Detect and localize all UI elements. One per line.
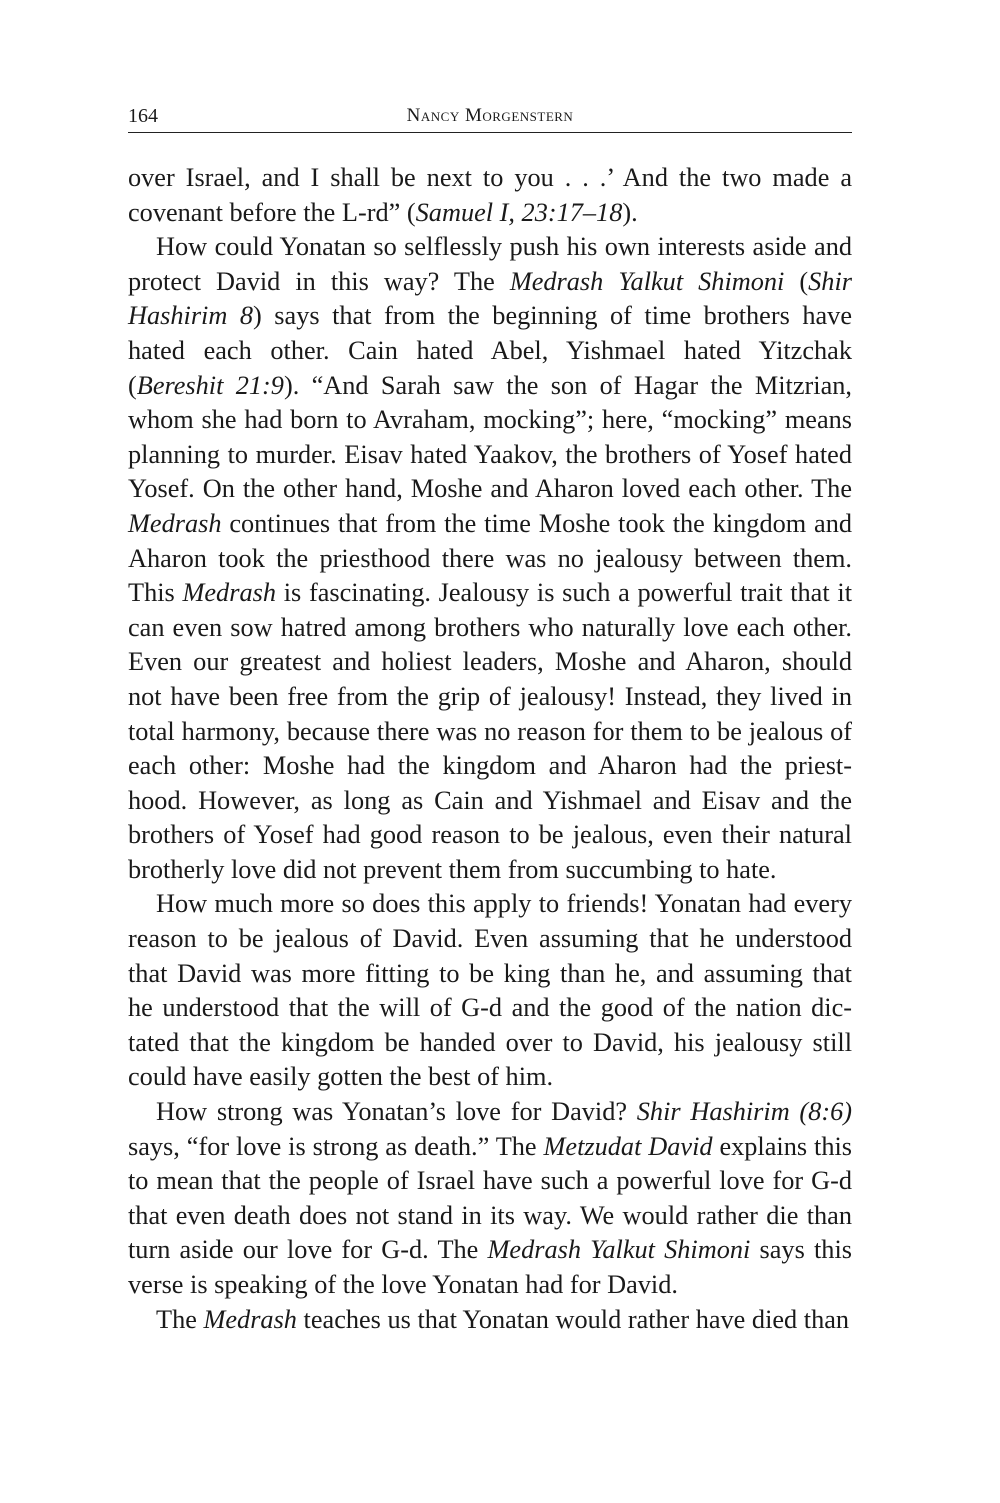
italic-text: Medrash [128,508,222,538]
text-line [128,161,852,196]
text-run: ). [622,197,638,227]
page-header [128,102,852,133]
italic-text: Hashirim 8 [128,301,254,331]
text-line [128,1060,852,1095]
text-run: ( [128,370,137,400]
text-line [128,230,852,265]
text-run: that David was more fitting to be king than he, and assuming that [128,958,852,988]
text-run: verse is speaking of the love Yonatan had for David. [128,1270,678,1299]
text-run: is fascinating. Jealousy is such a powerful trait that it [275,578,852,608]
text-run: brotherly love did not prevent them from succumbing to hate. [128,854,777,884]
text-line [128,680,852,715]
text-line [128,369,852,404]
text-run: teaches us that Yonatan would rather have died than [296,1304,850,1334]
text-line [128,403,852,438]
text-run: total harmony, because there was no reason for them to be jealous of [128,716,852,746]
text-run: says, “for love is strong as death.” The [128,1131,544,1161]
text-run: he understood that the will of G-d and the good of the nation dic- [128,993,852,1023]
text-run: The [156,1304,204,1334]
text-line [128,991,852,1026]
text-line [128,472,852,507]
text-run: How much more so does this apply to friends! Yonatan had every [156,889,852,919]
body-text [128,161,852,1337]
text-line [128,438,852,473]
italic-text: Shir Hashirim (8:6) [636,1097,852,1127]
text-run: hated each other. Cain hated Abel, Yishmael hated Yitzchak [128,335,852,365]
text-run: over Israel, and I shall be next to you . . .’ And the two made a [128,163,852,192]
italic-text: Medrash Yalkut Shimoni [487,1235,751,1265]
text-line [128,1199,852,1234]
text-line [128,299,852,334]
text-run: How could Yonatan so selflessly push his own interests aside and [156,232,852,262]
text-line [128,576,852,611]
text-line [128,818,852,853]
text-run: reason to be jealous of David. Even assuming that he understood [128,924,852,954]
italic-text: Medrash Yalkut Shimoni [509,266,785,296]
text-run: that even death does not stand in its way. We would rather die than [128,1200,852,1230]
text-run: could have easily gotten the best of him. [128,1062,554,1092]
text-run: planning to murder. Eisav hated Yaakov, the brothers of Yosef hated [128,439,852,469]
paragraph [128,1303,852,1338]
text-line [128,853,852,888]
text-run: not have been free from the grip of jealousy! Instead, they lived in [128,681,852,711]
italic-text: Samuel I, 23:17–18 [415,197,623,227]
italic-text: Shir [808,266,852,296]
italic-text: Medrash [182,578,276,608]
text-line [128,542,852,577]
text-run: How strong was Yonatan’s love for David? [156,1097,637,1127]
text-line [128,265,852,300]
text-run: Yosef. On the other hand, Moshe and Aharon loved each other. The [128,474,852,504]
text-line [128,1268,852,1303]
text-run: turn aside our love for G-d. The [128,1235,488,1265]
text-run: brothers of Yosef had good reason to be jealous, even their natural [128,820,852,850]
text-run: continues that from the time Moshe took the kingdom and [221,508,852,538]
text-line [128,1164,852,1199]
text-line [128,645,852,680]
text-run: Aharon took the priesthood there was no jealousy between them. [128,543,852,573]
text-run: hood. However, as long as Cain and Yishmael and Eisav and the [128,785,852,815]
text-line [128,784,852,819]
text-run: covenant before the L-rd” ( [128,197,416,227]
running-head: Nancy Morgenstern [406,105,574,126]
text-run: ) says that from the beginning of time brothers have [253,301,852,331]
text-line [128,715,852,750]
paragraph [128,1095,852,1303]
text-line [128,334,852,369]
italic-text: Bereshit 21:9 [136,370,284,400]
text-line [128,1130,852,1165]
text-run: This [128,578,183,608]
text-run: Even our greatest and holiest leaders, Moshe and Aharon, should [128,647,852,677]
paragraph [128,887,852,1095]
text-run: whom she had born to Avraham, mocking”; here, “mocking” means [128,405,852,435]
text-line [128,1095,852,1130]
text-line [128,1026,852,1061]
text-run: can even sow hatred among brothers who naturally love each other. [128,612,852,642]
text-run: tated that the kingdom be handed over to David, his jealousy still [128,1027,852,1057]
paragraph [128,230,852,887]
text-line [128,611,852,646]
text-line [128,196,852,231]
text-run: says this [750,1235,852,1265]
text-run: each other: Moshe had the kingdom and Aharon had the priest- [128,751,852,781]
italic-text: Metzudat David [543,1131,713,1161]
text-run: ( [784,266,809,296]
page-number: 164 [128,105,158,127]
text-line [128,1233,852,1268]
text-run: ). “And Sarah saw the son of Hagar the Mitzrian, [283,370,852,400]
text-line [128,507,852,542]
text-line [128,887,852,922]
text-line [128,1303,852,1338]
paragraph [128,161,852,230]
text-line [128,922,852,957]
italic-text: Medrash [203,1304,297,1334]
text-run: explains this [712,1131,853,1161]
text-line [128,957,852,992]
text-line [128,749,852,784]
text-run: to mean that the people of Israel have such a powerful love for G-d [128,1166,852,1196]
text-run: protect David in this way? The [128,266,510,296]
